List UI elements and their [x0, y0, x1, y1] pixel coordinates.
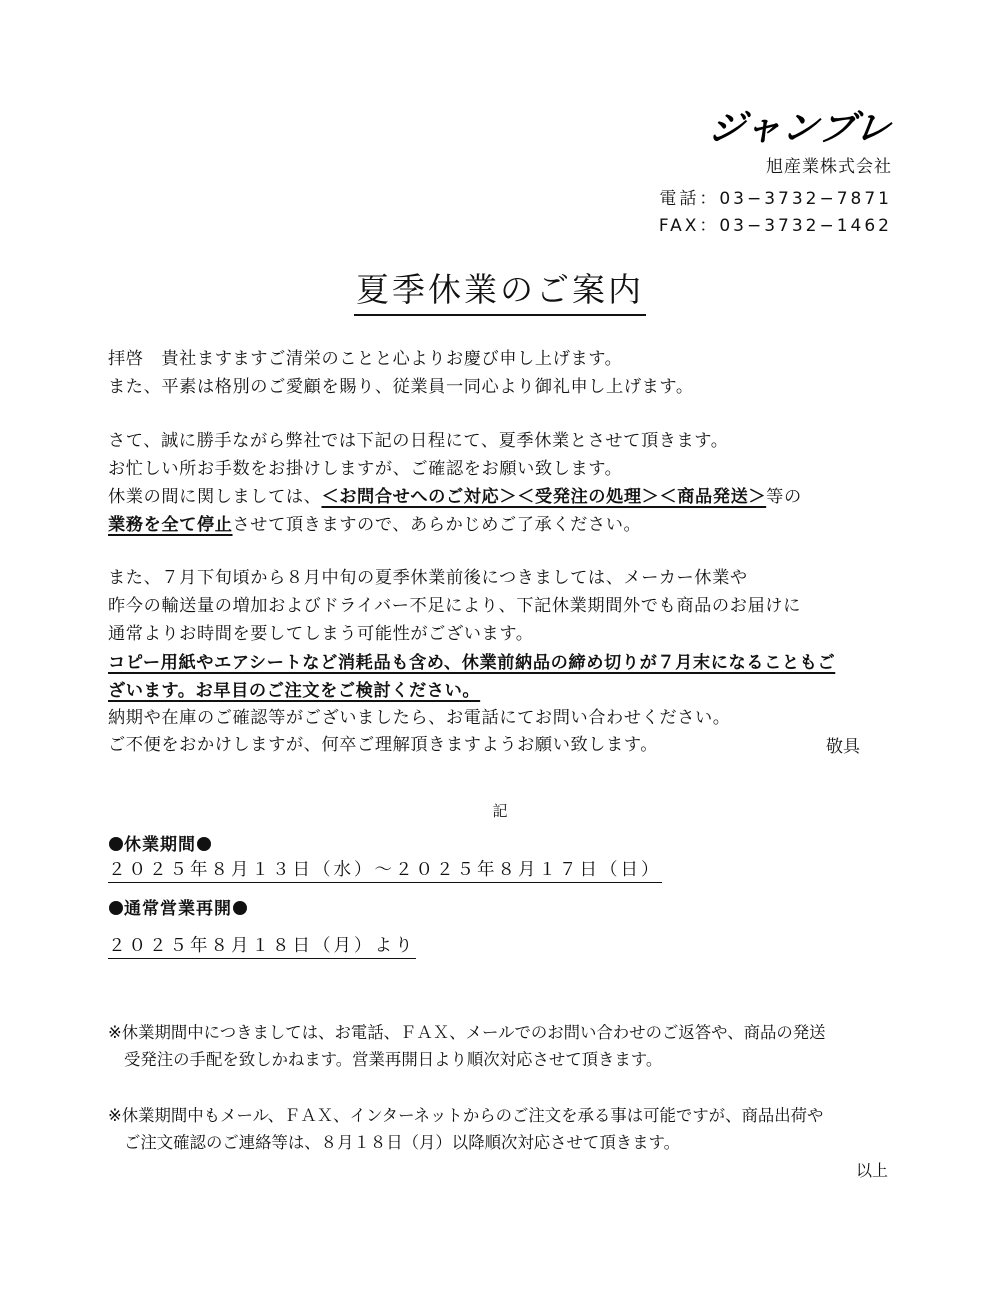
para2-line-1: また、７月下旬頃から８月中旬の夏季休業前後につきましては、メーカー休業や — [108, 568, 748, 588]
para2-line-5: ざいます。お早目のご注文をご検討ください。 — [108, 681, 481, 701]
reopen-date: ２０２５年８月１８日（月）より — [108, 932, 416, 959]
closing-keigu: 敬具 — [826, 737, 860, 757]
closing-ijo: 以上 — [856, 1161, 889, 1180]
reopen-heading-label: 通常営業再開 — [124, 899, 232, 919]
company-fax: FAX：03−3732−1462 — [658, 216, 892, 236]
company-name: 旭産業株式会社 — [766, 157, 892, 177]
para2-line-7: ご不便をおかけしますが、何卒ご理解頂きますようお願い致します。 — [108, 735, 659, 755]
greeting-line-2: また、平素は格別のご愛顧を賜り、従業員一同心より御礼申し上げます。 — [108, 377, 694, 397]
notice-title: 夏季休業のご案内 — [354, 268, 646, 316]
company-phone: 電話：03−3732−7871 — [659, 189, 892, 209]
kigo-marker: 記 — [492, 802, 508, 820]
bullet-dot-icon — [109, 837, 123, 851]
greeting-line-1: 拝啓 貴社ますますご清栄のことと心よりお慶び申し上げます。 — [108, 349, 623, 369]
closure-dates: ２０２５年８月１３日（水）～２０２５年８月１７日（日） — [108, 856, 662, 883]
note2-line-2: ご注文確認のご連絡等は、８月１８日（月）以降順次対応させて頂きます。 — [124, 1133, 680, 1152]
para2-line-3: 通常よりお時間を要してしまう可能性がございます。 — [108, 624, 534, 644]
period-heading-label: 休業期間 — [124, 835, 196, 855]
all-operations-suspended: 業務を全て停止 — [108, 515, 233, 535]
bullet-dot-icon — [197, 837, 211, 851]
para1-line-4-suffix: させて頂きますので、あらかじめご了承ください。 — [232, 515, 642, 535]
para1-line-3-prefix: 休業の間に関しましては、 — [108, 487, 322, 507]
notice-title-wrap — [0, 268, 1000, 316]
bullet-dot-icon — [233, 901, 247, 915]
note2-line-1: ※休業期間中もメール、ＦＡＸ、インターネットからのご注文を承る事は可能ですが、商品出荷や — [108, 1106, 824, 1125]
note1-line-1: ※休業期間中につきましては、お電話、ＦＡＸ、メールでのお問い合わせのご返答や、商品の発送 — [108, 1023, 826, 1042]
note1-line-2: 受発注の手配を致しかねます。営業再開日より順次対応させて頂きます。 — [124, 1050, 663, 1069]
period-heading — [108, 830, 212, 855]
bullet-dot-icon — [109, 901, 123, 915]
para2-line-2: 昨今の輸送量の増加およびドライバー不足により、下記休業期間外でも商品のお届けに — [108, 596, 801, 616]
para1-line-4 — [108, 513, 641, 537]
company-logo: ジャンブレ — [705, 108, 895, 149]
reopen-heading — [108, 894, 248, 919]
para1-line-3 — [108, 485, 802, 509]
para1-line-1: さて、誠に勝手ながら弊社では下記の日程にて、夏季休業とさせて頂きます。 — [108, 431, 729, 451]
para2-line-4: コピー用紙やエアシートなど消耗品も含め、休業前納品の締め切りが７月末になることもご — [108, 653, 836, 673]
suspended-services: ＜お問合せへのご対応＞＜受発注の処理＞＜商品発送＞ — [321, 487, 767, 507]
para2-line-6: 納期や在庫のご確認等がございましたら、お電話にてお問い合わせください。 — [108, 708, 731, 728]
para1-line-3-suffix: 等の — [766, 487, 802, 507]
para1-line-2: お忙しい所お手数をお掛けしますが、ご確認をお願い致します。 — [108, 459, 623, 479]
